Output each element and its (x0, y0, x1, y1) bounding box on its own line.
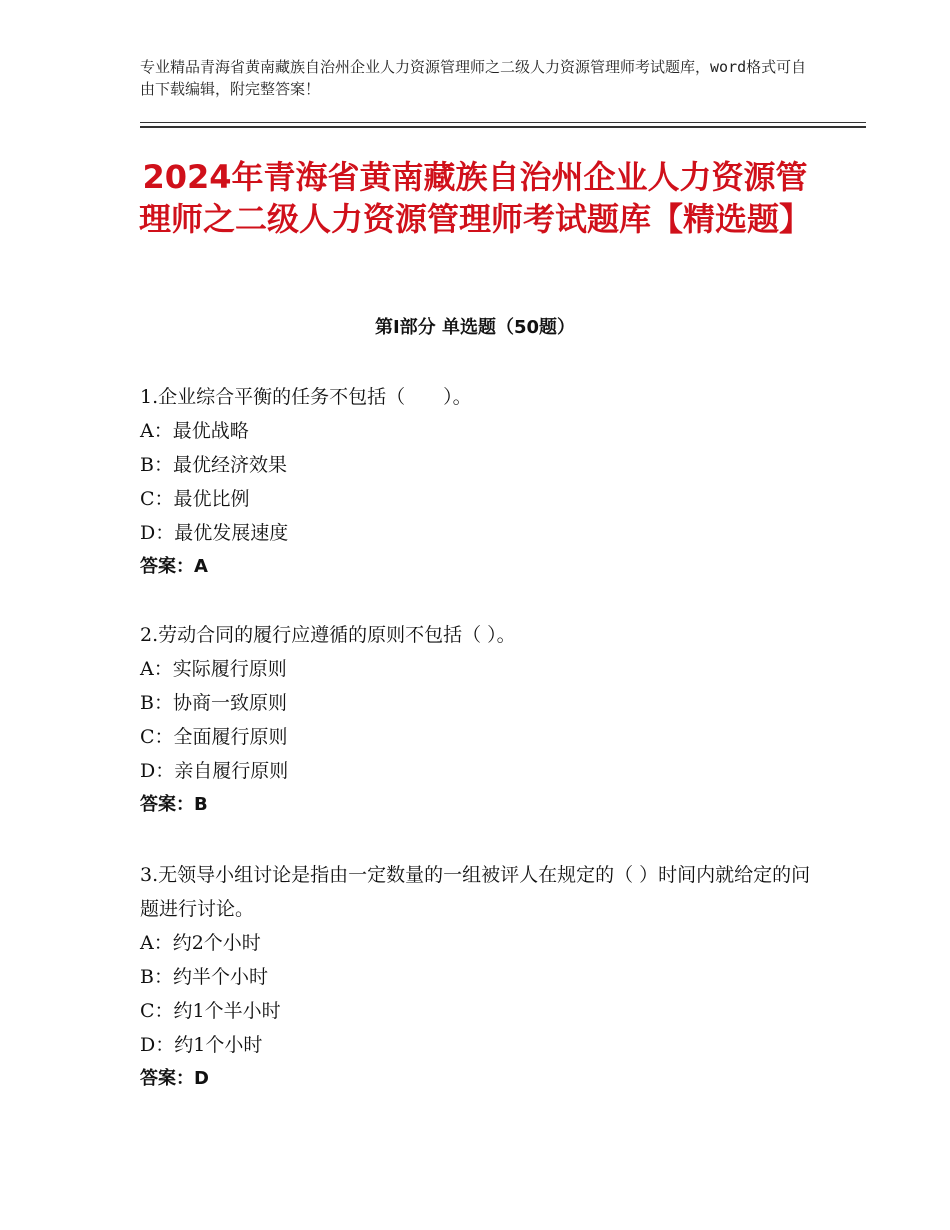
answer-line: 答案：B (140, 794, 208, 815)
header-divider-thick (140, 126, 866, 128)
option-c: C：最优比例 (140, 488, 250, 510)
option-a: A：约2个小时 (140, 932, 261, 954)
question-stem: 3.无领导小组讨论是指由一定数量的一组被评人在规定的（ ）时间内就给定的问题进行讨论。 (140, 864, 811, 920)
question-1 (140, 380, 820, 584)
question-2 (140, 618, 820, 822)
option-b: B：协商一致原则 (140, 692, 287, 714)
section-heading: 第Ⅰ部分 单选题（50题） (374, 317, 575, 338)
option-a: A：最优战略 (140, 420, 249, 442)
option-a: A：实际履行原则 (140, 658, 287, 680)
header-divider-thin (140, 122, 866, 123)
option-d: D：亲自履行原则 (140, 760, 289, 782)
question-stem: 2.劳动合同的履行应遵循的原则不包括（ ）。 (140, 624, 516, 646)
option-c: C：约1个半小时 (140, 1000, 281, 1022)
document-title: 2024年青海省黄南藏族自治州企业人力资源管理师之二级人力资源管理师考试题库【精选题】 (138, 158, 811, 238)
question-3 (140, 858, 820, 1096)
option-b: B：最优经济效果 (140, 454, 287, 476)
option-d: D：最优发展速度 (140, 522, 289, 544)
answer-line: 答案：A (140, 556, 208, 577)
question-stem: 1.企业综合平衡的任务不包括（ ）。 (140, 386, 472, 408)
answer-line: 答案：D (140, 1068, 209, 1089)
option-b: B：约半个小时 (140, 966, 268, 988)
option-d: D：约1个小时 (140, 1034, 263, 1056)
option-c: C：全面履行原则 (140, 726, 288, 748)
header-note: 专业精品青海省黄南藏族自治州企业人力资源管理师之二级人力资源管理师考试题库，word格式可自由下载编辑，附完整答案！ (140, 58, 807, 98)
